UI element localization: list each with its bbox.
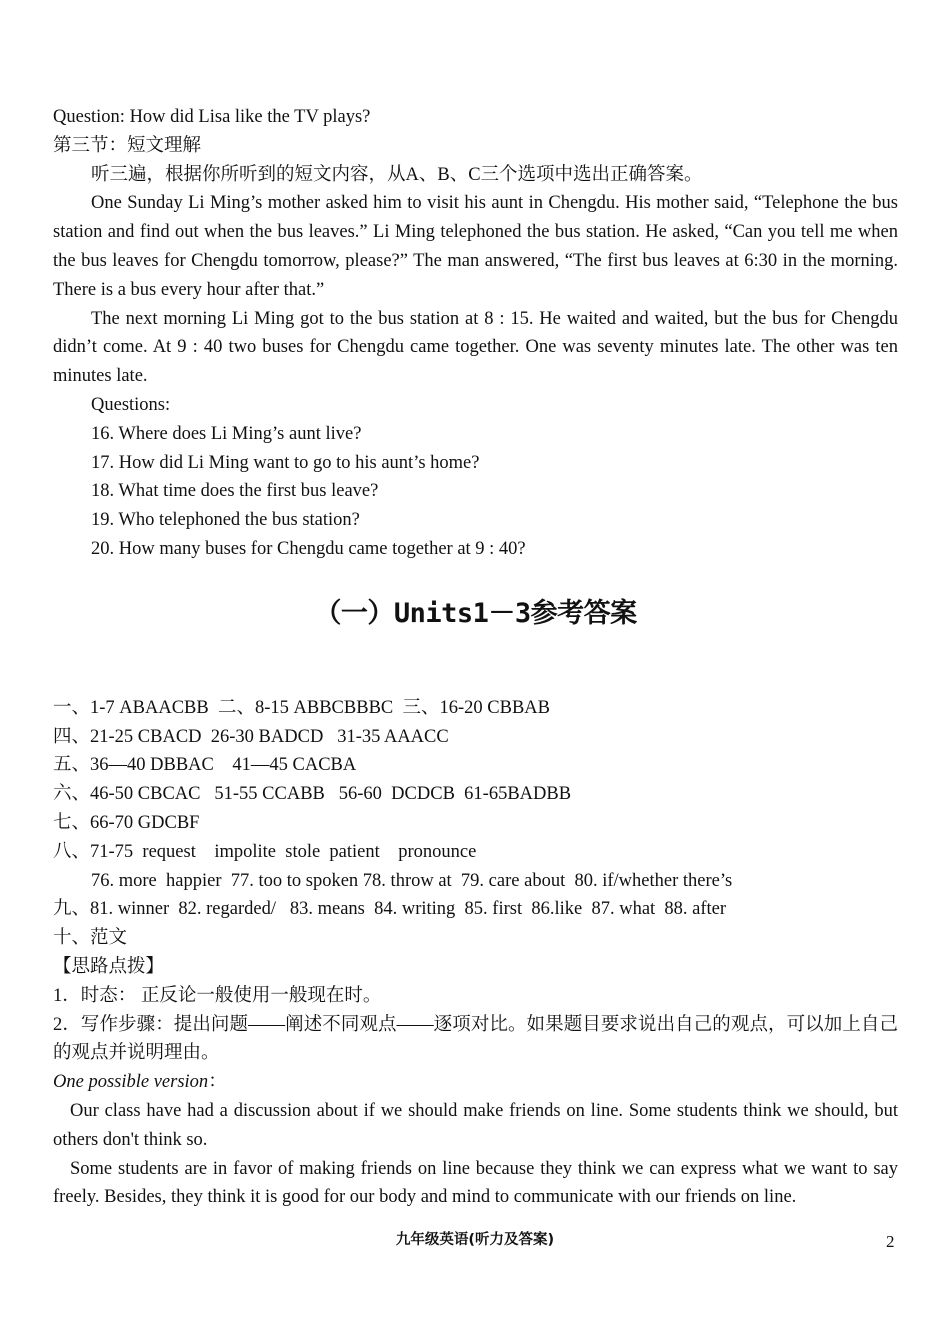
page-content xyxy=(53,103,898,1212)
question-item: 19. Who telephoned the bus station? xyxy=(91,510,360,531)
answer-line: 七、66-70 GDCBF xyxy=(53,812,200,833)
question-item: 16. Where does Li Ming’s aunt live? xyxy=(91,423,362,444)
questions-label: Questions: xyxy=(91,394,171,415)
footer-title: 九年级英语(听力及答案) xyxy=(395,1232,555,1248)
question-item: 17. How did Li Ming want to go to his aunt’s home? xyxy=(91,452,480,473)
answer-line: 五、36—40 DBBAC 41—45 CACBA xyxy=(53,755,357,776)
question-item: 20. How many buses for Chengdu came together at 9 : 40? xyxy=(91,538,526,559)
question-line: Question: How did Lisa like the TV plays? xyxy=(53,107,371,127)
answer-line-indented: 76. more happier 77. too to spoken 78. throw at 79. care about 80. if/whether there’s xyxy=(91,870,733,891)
tip-1: 1．时态： 正反论一般使用一般现在时。 xyxy=(53,985,382,1006)
answer-line-ten: 十、范文 xyxy=(53,928,128,949)
version-colon: ： xyxy=(208,1072,227,1093)
answer-line: 八、71-75 request impolite stole patient pronounce xyxy=(53,841,477,862)
answer-line: 六、46-50 CBCAC 51-55 CCABB 56-60 DCDCB 61-65BADBB xyxy=(53,784,572,805)
passage-paragraph-2: The next morning Li Ming got to the bus station at 8 : 15. He waited and waited, but the bus for Chengdu didn’t come. At 9 : 40 two buses for Chengdu came together. One was seventy minutes late. The other was ten minutes late. xyxy=(53,308,898,387)
version-label: One possible version xyxy=(53,1072,209,1093)
question-item: 18. What time does the first bus leave? xyxy=(91,481,379,502)
answer-line: 四、21-25 CBACD 26-30 BADCD 31-35 AAACC xyxy=(53,726,449,747)
essay-paragraph-2: Some students are in favor of making friends on line because they think we can express what we want to say freely. Besides, they think it is good for our body and mind to communicate with our friends on line. xyxy=(53,1158,898,1208)
page-number: 2 xyxy=(886,1232,895,1251)
section-title: 第三节：短文理解 xyxy=(53,135,202,156)
tips-title: 【思路点拨】 xyxy=(53,956,165,977)
answer-line-nine: 九、81. winner 82. regarded/ 83. means 84. writing 85. first 86.like 87. what 88. after xyxy=(53,899,727,920)
tip-2: 2．写作步骤：提出问题——阐述不同观点——逐项对比。如果题目要求说出自己的观点，可以加上自己的观点并说明理由。 xyxy=(53,1014,898,1064)
instruction: 听三遍，根据你所听到的短文内容，从A、B、C三个选项中选出正确答案。 xyxy=(91,164,703,185)
version-line xyxy=(53,1068,898,1097)
passage-paragraph-1: One Sunday Li Ming’s mother asked him to visit his aunt in Chengdu. His mother said, “Telephone the bus station and find out when the bus leaves.” Li Ming telephoned the bus station. He asked, “Can you tell me when the bus leaves for Chengdu tomorrow, please?” The man answered, “The first bus leaves at 6:30 in the morning. There is a bus every hour after that.” xyxy=(53,193,898,300)
answers-heading: （一）Units1－3参考答案 xyxy=(314,597,637,629)
essay-paragraph-1: Our class have had a discussion about if we should make friends on line. Some students think we should, but others don't think so. xyxy=(53,1100,898,1150)
answer-line: 一、1-7 ABAACBB 二、8-15 ABBCBBBC 三、16-20 CBBAB xyxy=(53,697,550,718)
